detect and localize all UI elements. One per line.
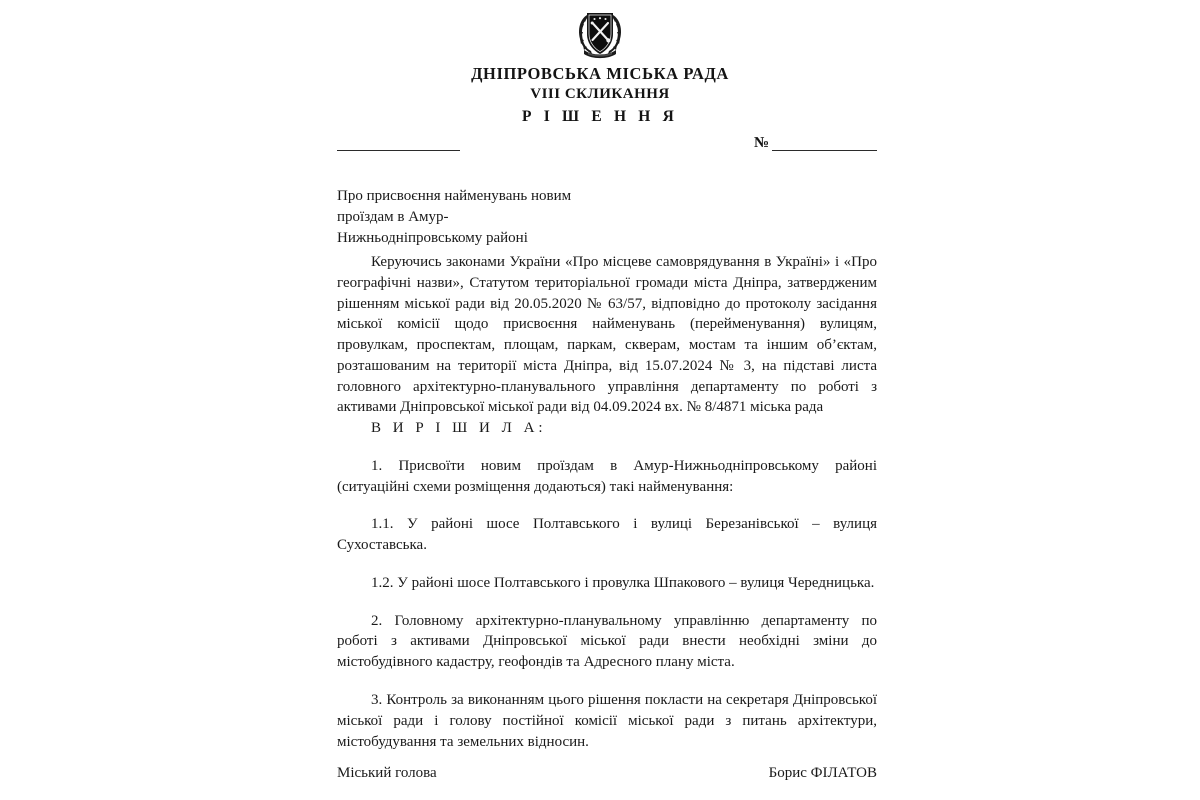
clause-1-1: 1.1. У районі шосе Полтавського і вулиці Березанівської – вулиця Сухоставська. <box>337 516 877 554</box>
dnipro-city-coat-of-arms-icon <box>574 6 626 60</box>
emblem-container <box>0 6 1200 60</box>
clause-3: 3. Контроль за виконанням цього рішення покласти на секретаря Дніпровської міської ради і голову постійної комісії міської ради з питань архітектури, містобудування та земельних відносин. <box>337 692 877 750</box>
document-heading <box>0 64 1200 129</box>
clause-1-2: 1.2. У районі шосе Полтавського і провулка Шпакового – вулиця Чередницька. <box>371 574 875 591</box>
clause-1: 1. Присвоїти новим проїздам в Амур-Нижньодніпровському районі (ситуаційні схеми розміщення додаються) такі найменування: <box>337 457 877 495</box>
preamble-paragraph: Керуючись законами України «Про місцеве самоврядування в Україні» і «Про географічні назви», Статутом територіальної громади міста Дніпра, затвердженим рішенням міської ради від 20.05.2020 № 63/57, відповідно до протоколу засідання міської комісії щодо присвоєння найменувань (перейменування) вулицям, провулкам, проспектам, площам, паркам, скверам, мостам та іншим об’єктам, розташованим на території міста Дніпра, від 15.07.2024 № 3, на підставі листа головного архітектурно-планувального управління департаменту по роботі з активами Дніпровської міської ради від 04.09.2024 вх. № 8/4871 міська рада <box>337 254 877 416</box>
document-type-label: Р І Ш Е Н Н Я <box>521 108 679 126</box>
signature-block <box>337 765 877 782</box>
signatory-name: Борис ФІЛАТОВ <box>768 765 877 781</box>
convocation-label: VIII СКЛИКАННЯ <box>530 85 670 102</box>
document-meta-row <box>337 135 877 159</box>
signatory-role: Міський голова <box>337 765 437 781</box>
council-name: ДНІПРОВСЬКА МІСЬКА РАДА <box>471 64 729 83</box>
number-blank-line <box>772 150 877 151</box>
clause-2: 2. Головному архітектурно-планувальному управлінню департаменту по роботі з активами Дніпровської міської ради внести необхідні зміни до містобудівного кадастру, геофондів та Адресного плану міста. <box>337 612 877 671</box>
document-body <box>337 252 877 752</box>
date-blank-line <box>337 150 460 151</box>
document-subject: Про присвоєння найменувань новим проїздам в Амур-Нижньодніпровському районі <box>337 188 572 246</box>
resolved-label: В И Р І Ш И Л А: <box>371 420 547 437</box>
numero-symbol: № <box>754 135 770 151</box>
